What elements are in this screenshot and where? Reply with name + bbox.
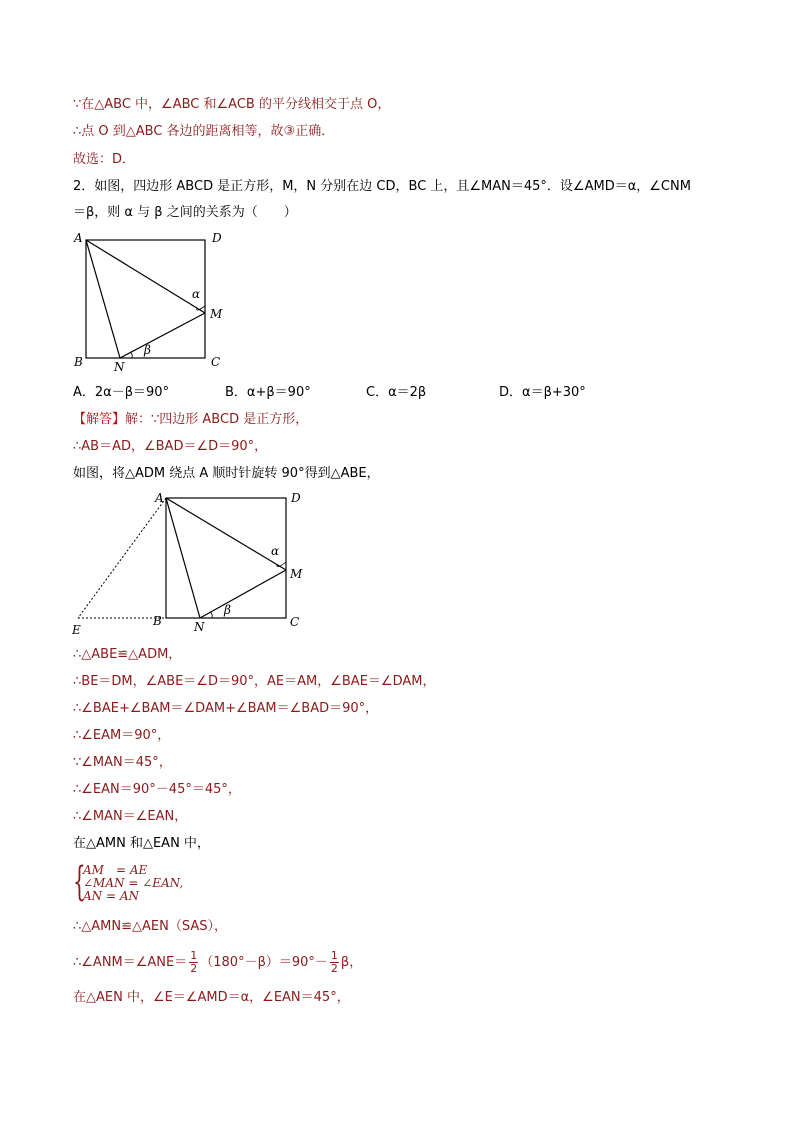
solution-line-10: ∴∠MAN＝∠EAN， — [73, 809, 188, 824]
formula-part-1: ∴∠ANM＝∠ANE＝ — [73, 955, 188, 970]
label-E: E — [72, 623, 81, 637]
label-alpha: α — [271, 544, 280, 558]
square-figure-1 — [70, 228, 240, 378]
label-alpha: α — [192, 287, 201, 301]
solution-line-5: ∴BE＝DM，∠ABE＝∠D＝90°，AE＝AM，∠BAE＝∠DAM， — [73, 674, 436, 689]
question-line-2: ＝β，则 α 与 β 之间的关系为（ ） — [73, 205, 297, 220]
label-beta: β — [224, 603, 231, 617]
system-row-1: AM = AE — [83, 863, 148, 877]
solution-line-12: ∴△AMN≌△AEN（SAS）， — [73, 919, 227, 934]
solution-tag: 【解答】 — [73, 412, 126, 427]
system-row-3: AN = AN — [83, 889, 140, 903]
fraction-half: $\frac{1}{2}$ — [330, 949, 338, 975]
option-a: A．2α－β＝90° — [73, 385, 170, 400]
solution-line-1 — [73, 411, 308, 429]
label-D: D — [291, 491, 301, 505]
label-C: C — [211, 355, 221, 369]
formula-part-3: β， — [340, 955, 363, 970]
line-3: 故选：D． — [73, 152, 136, 167]
left-brace: { — [73, 859, 86, 905]
solution-line-2: ∴AB＝AD，∠BAD＝∠D＝90°， — [73, 439, 268, 454]
label-C: C — [290, 615, 300, 629]
label-D: D — [212, 231, 222, 245]
square-figure-2 — [66, 488, 316, 638]
solution-line-8: ∵∠MAN＝45°， — [73, 755, 172, 770]
label-N: N — [114, 360, 125, 374]
fraction-half: $\frac{1}{2}$ — [190, 949, 198, 975]
solution-line-4: ∴△ABE≌△ADM， — [73, 647, 182, 662]
solution-line-9: ∴∠EAN＝90°－45°＝45°， — [73, 782, 241, 797]
label-M: M — [290, 567, 303, 581]
equation-system — [73, 859, 233, 906]
line-1: ∵在△ABC 中，∠ABC 和∠ACB 的平分线相交于点 O， — [73, 97, 391, 112]
label-A: A — [74, 231, 83, 245]
label-beta: β — [144, 343, 151, 357]
solution-line-11: 在△AMN 和△EAN 中， — [73, 836, 210, 851]
label-B: B — [74, 355, 83, 369]
question-line-1: 2．如图，四边形 ABCD 是正方形，M，N 分别在边 CD，BC 上，且∠MAN＝45°．设∠AMD＝α，∠CNM — [73, 179, 691, 194]
option-d: D．α＝β+30° — [499, 385, 586, 400]
solution-line-14: 在△AEN 中，∠E＝∠AMD＝α，∠EAN＝45°， — [73, 990, 350, 1005]
label-N: N — [194, 620, 205, 634]
solution-line-6: ∴∠BAE+∠BAM＝∠DAM+∠BAM＝∠BAD＝90°， — [73, 701, 379, 716]
label-A: A — [155, 491, 164, 505]
solution-line-7: ∴∠EAM＝90°， — [73, 728, 171, 743]
option-c: C．α＝2β — [366, 385, 427, 400]
solution-line-3: 如图，将△ADM 绕点 A 顺时针旋转 90°得到△ABE， — [73, 466, 380, 481]
solution-intro: 解：∵四边形 ABCD 是正方形， — [125, 412, 309, 427]
line-2: ∴点 O 到△ABC 各边的距离相等，故③正确． — [73, 124, 335, 139]
system-row-2: ∠MAN = ∠EAN, — [83, 876, 184, 890]
label-B: B — [153, 614, 162, 628]
formula-part-2: （180°－β）＝90°－ — [200, 955, 328, 970]
solution-line-13 — [73, 950, 362, 976]
option-b: B．α+β＝90° — [225, 385, 311, 400]
label-M: M — [210, 307, 223, 321]
